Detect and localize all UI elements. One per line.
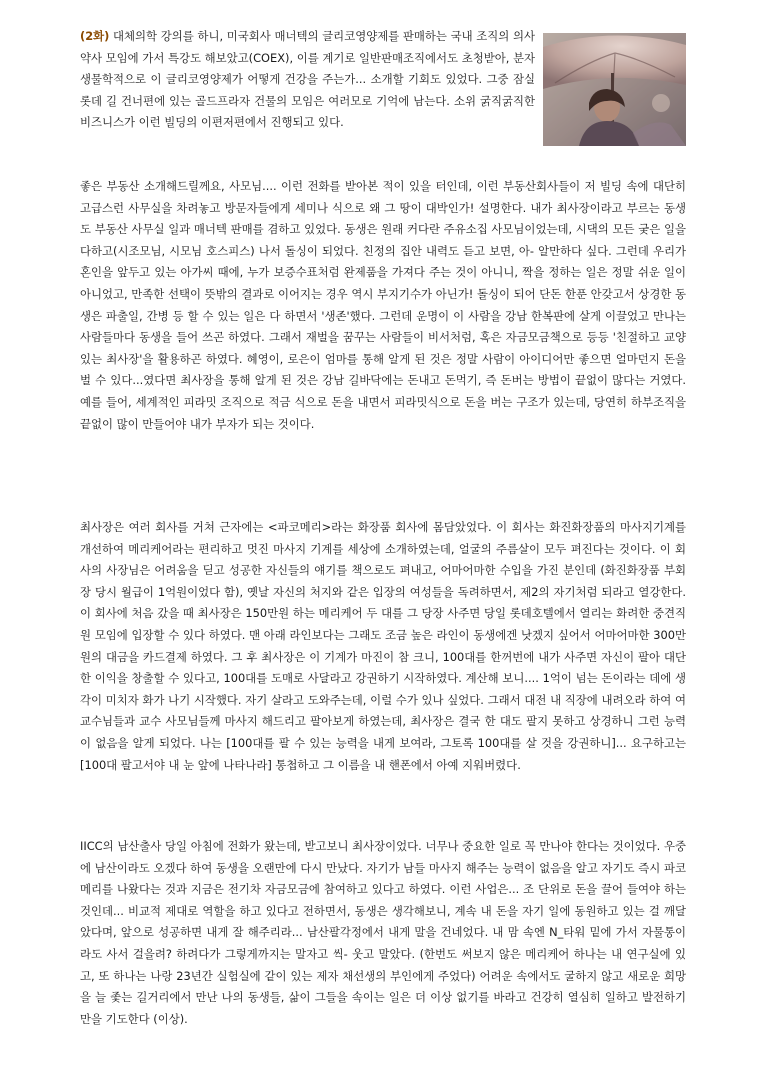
body-paragraph-2: 최사장은 여러 회사를 거쳐 근자에는 <파코메리>라는 화장품 회사에 몸담았었다. 이 회사는 화진화장품의 마사지기계를 개선하여 메리케어라는 편리하고 멋진 마사지 기계를 세상에 소개하였는데, 얼굴의 주름살이 모두 펴진다는 것이다. 이 회사의 사장님은 어려움을 딛고 성공한 자신들의 얘기를 책으로도 펴내고, 어마어마한 수입을 가진 분인데 (화진화장품 부회장 당시 월급이 1억원이었다 함), 옛날 자신의 처지와 같은 입장의 여성들을 독려하면서, 제2의 자기처럼 되라고 열강한다. 이 회사에 처음 갔을 때 최사장은 150만원 하는 메리케어 두 대를 그 당장 사주면 당일 롯데호텔에서 열리는 화려한 중견직원 모임에 입장할 수 있다 하였다. 맨 아래 라인보다는 그래도 조금 높은 라인이 동생에겐 낫겠지 싶어서 어마어마한 300만원의 대금을 카드결제 하였다. 그 후 최사장은 이 기계가 마진이 참 크니, 100대를 한꺼번에 내가 사주면 자신이 팔아 대단한 이익을 창출할 수 있다고, 100대를 도매로 사달라고 강권하기 시작하였다. 계산해 보니.... 1억이 넘는 돈이라는 데에 생각이 미치자 화가 나기 시작했다. 자기 살라고 도와주는데, 이럴 수가 있나 싶었다. 그래서 대전 내 직장에 내려오라 하여 여교수님들과 교수 사모님들께 마사지 해드리고 팔아보게 하였는데, 최사장은 결국 한 대도 팔지 못하고 상경하니 그런 능력이 없음을 알게 되었다. 나는 [100대를 팔 수 있는 능력을 내게 보여라, 그토록 100대를 살 것을 강권하니]... 요구하고는 [100대 팔고서야 내 눈 앞에 나타나라] 통첩하고 그 이름을 내 핸폰에서 아예 지워버렸다. <box>80 520 686 772</box>
intro-paragraph <box>80 26 535 134</box>
body-paragraph-3: IICC의 남산출사 당일 아침에 전화가 왔는데, 받고보니 최사장이었다. 너무나 중요한 일로 꼭 만나야 한다는 것이었다. 우중에 남산이라도 오겠다 하여 동생을 오랜만에 다시 만났다. 자기가 남들 마사지 해주는 능력이 없음을 알고 자기도 즉시 파코메리를 나왔다는 것과 지금은 전기차 자금모금에 참여하고 있다고 하였다. 이런 사업은... 조 단위로 돈을 끌어 들여야 하는 것인데... 비교적 제대로 역할을 하고 있다고 전하면서, 동생은 생각해보니, 계속 내 돈을 자기 일에 동원하고 있는 걸 깨달았다며, 앞으로 성공하면 내게 잘 해주리라... 남산팔각정에서 내게 말을 건네었다. 내 맘 속엔 N_타워 밑에 가서 자물통이라도 사서 걸을려? 하려다가 그렇게까지는 말자고 씩- 웃고 말았다. (한번도 써보지 않은 메리케어 하나는 내 연구실에 있고, 또 하나는 나랑 23년간 실험실에 같이 있는 제자 채선생의 부인에게 주었다) 어려운 속에서도 굴하지 않고 새로운 희망을 늘 좇는 길거리에서 만난 나의 동생들, 삶이 그들을 속이는 일은 더 이상 없기를 바라고 건강히 열심히 일하고 발전하기만을 기도한다 (이상). <box>80 839 686 1026</box>
intro-text: 대체의학 강의를 하니, 미국회사 매너텍의 글리코영양제를 판매하는 국내 조직의 의사약사 모임에 가서 특강도 해보았고(COEX), 이를 계기로 일반판매조직에서도 초청받아, 분자생물학적으로 이 글리코영양제가 어떻게 건강을 주는가... 소개할 기회도 있었다. 그중 잠실롯데 길 건너편에 있는 골드프라자 건물의 모임은 여러모로 기억에 남는다. 소위 굵직굵직한 비즈니스가 이런 빌딩의 이편저편에서 진행되고 있다. <box>80 29 536 130</box>
umbrella-woman-photo <box>543 33 686 146</box>
episode-label: (2화) <box>80 29 110 43</box>
body-paragraph-1: 좋은 부동산 소개해드릴께요, 사모님.... 이런 전화를 받아본 적이 있을 터인데, 이런 부동산회사들이 저 빌딩 속에 대단히 고급스런 사무실을 차려놓고 방문자들에게 세미나 식으로 왜 그 땅이 대박인가! 설명한다. 내가 최사장이라고 부르는 동생도 부동산 사무실 일과 매너텍 판매를 겸하고 있었다. 동생은 원래 커다란 주유소집 사모님이었는데, 시댁의 모든 궂은 일을 다하고(시조모님, 시모님 호스피스) 나서 돌싱이 되었다. 친정의 집안 내력도 듣고 보면, 아- 알만하다 싶다. 그런데 우리가 혼인을 앞두고 있는 아가씨 때에, 누가 보증수표처럼 완제품을 가져다 주는 것이 아니니, 짝을 정하는 일은 정말 쉬운 일이 아니었고, 만족한 선택이 뜻밖의 결과로 이어지는 경우 역시 부지기수가 아닌가! 돌싱이 되어 단돈 한푼 안갖고서 상경한 동생은 파출일, 간병 등 할 수 있는 일은 다 하면서 '생존'했다. 그런데 운명이 이 사람을 강남 한복판에 살게 이끌었고 만나는 사람들마다 동생을 들어 쓰곤 하였다. 그래서 재벌을 꿈꾸는 사람들이 비서처럼, 혹은 자금모금책으로 등등 '친절하고 교양있는 최사장'을 활용하곤 하였다. 혜영이, 로은이 엄마를 통해 알게 된 것은 정말 사람이 아이디어만 좋으면 얼마던지 돈을 벌 수 있다...였다면 최사장을 통해 알게 된 것은 강남 길바닥에는 돈내고 돈먹기, 즉 돈버는 방법이 끝없이 많다는 거였다. 예를 들어, 세계적인 피라밋 조직으로 적금 식으로 돈을 내면서 피라밋식으로 돈을 버는 구조가 있는데, 당연히 하부조직을 끝없이 많이 만들어야 내가 부자가 되는 것이다. <box>80 179 686 431</box>
